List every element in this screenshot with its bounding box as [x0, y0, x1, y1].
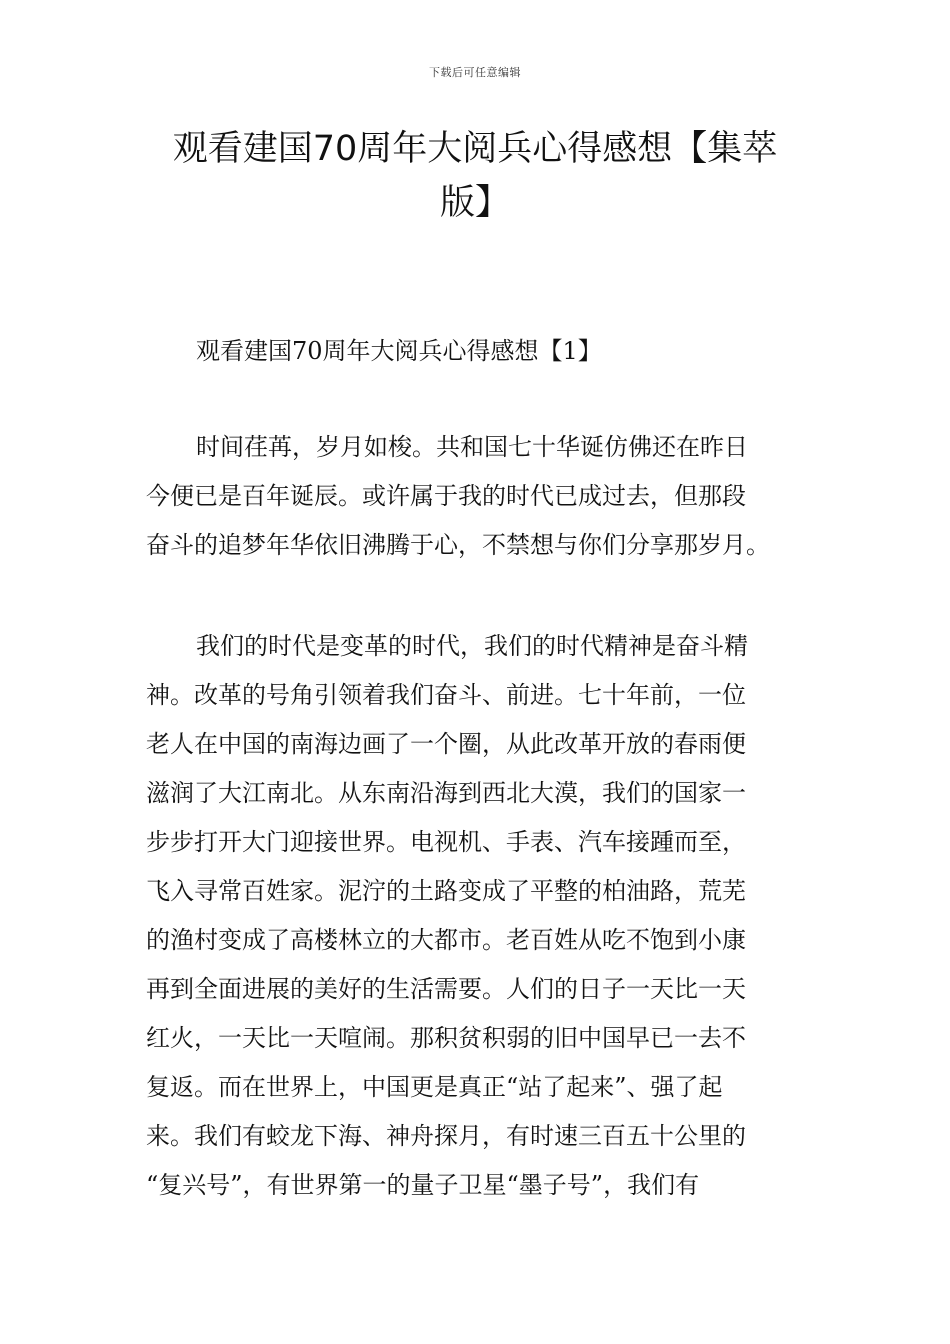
paragraph-line: 红火，一天比一天喧闹。那积贫积弱的旧中国早已一去不 — [146, 1024, 746, 1052]
header-note: 下载后可任意编辑 — [429, 66, 521, 79]
paragraph-line: 神。改革的号角引领着我们奋斗、前进。七十年前，一位 — [146, 681, 746, 709]
paragraph-line: 飞入寻常百姓家。泥泞的土路变成了平整的柏油路，荒芜 — [146, 877, 746, 905]
paragraph-line: 再到全面进展的美好的生活需要。人们的日子一天比一天 — [146, 975, 746, 1003]
document-title-line-1: 观看建国70周年大阅兵心得感想【集萃 — [172, 129, 778, 169]
document-title — [160, 122, 790, 230]
paragraph-line: 步步打开大门迎接世界。电视机、手表、汽车接踵而至， — [146, 828, 746, 856]
paragraph-line: “复兴号”，有世界第一的量子卫星“墨子号”，我们有 — [146, 1171, 700, 1199]
paragraph-line: 奋斗的追梦年华依旧沸腾于心，不禁想与你们分享那岁月。 — [146, 531, 770, 559]
document-title-line-2: 版】 — [439, 183, 510, 223]
paragraph-line: 今便已是百年诞辰。或许属于我的时代已成过去，但那段 — [146, 482, 746, 510]
paragraph-line: 时间荏苒，岁月如梭。共和国七十华诞仿佛还在昨日 — [196, 433, 748, 461]
section-heading: 观看建国70周年大阅兵心得感想【1】 — [196, 337, 602, 365]
paragraph-1 — [146, 423, 806, 570]
paragraph-line: 老人在中国的南海边画了一个圈，从此改革开放的春雨便 — [146, 730, 746, 758]
paragraph-line: 来。我们有蛟龙下海、神舟探月，有时速三百五十公里的 — [146, 1122, 746, 1150]
paragraph-line: 复返。而在世界上，中国更是真正“站了起来”、强了起 — [146, 1073, 723, 1101]
paragraph-2 — [146, 622, 806, 1210]
paragraph-line: 我们的时代是变革的时代，我们的时代精神是奋斗精 — [196, 632, 748, 660]
paragraph-line: 的渔村变成了高楼林立的大都市。老百姓从吃不饱到小康 — [146, 926, 746, 954]
paragraph-line: 滋润了大江南北。从东南沿海到西北大漠，我们的国家一 — [146, 779, 746, 807]
